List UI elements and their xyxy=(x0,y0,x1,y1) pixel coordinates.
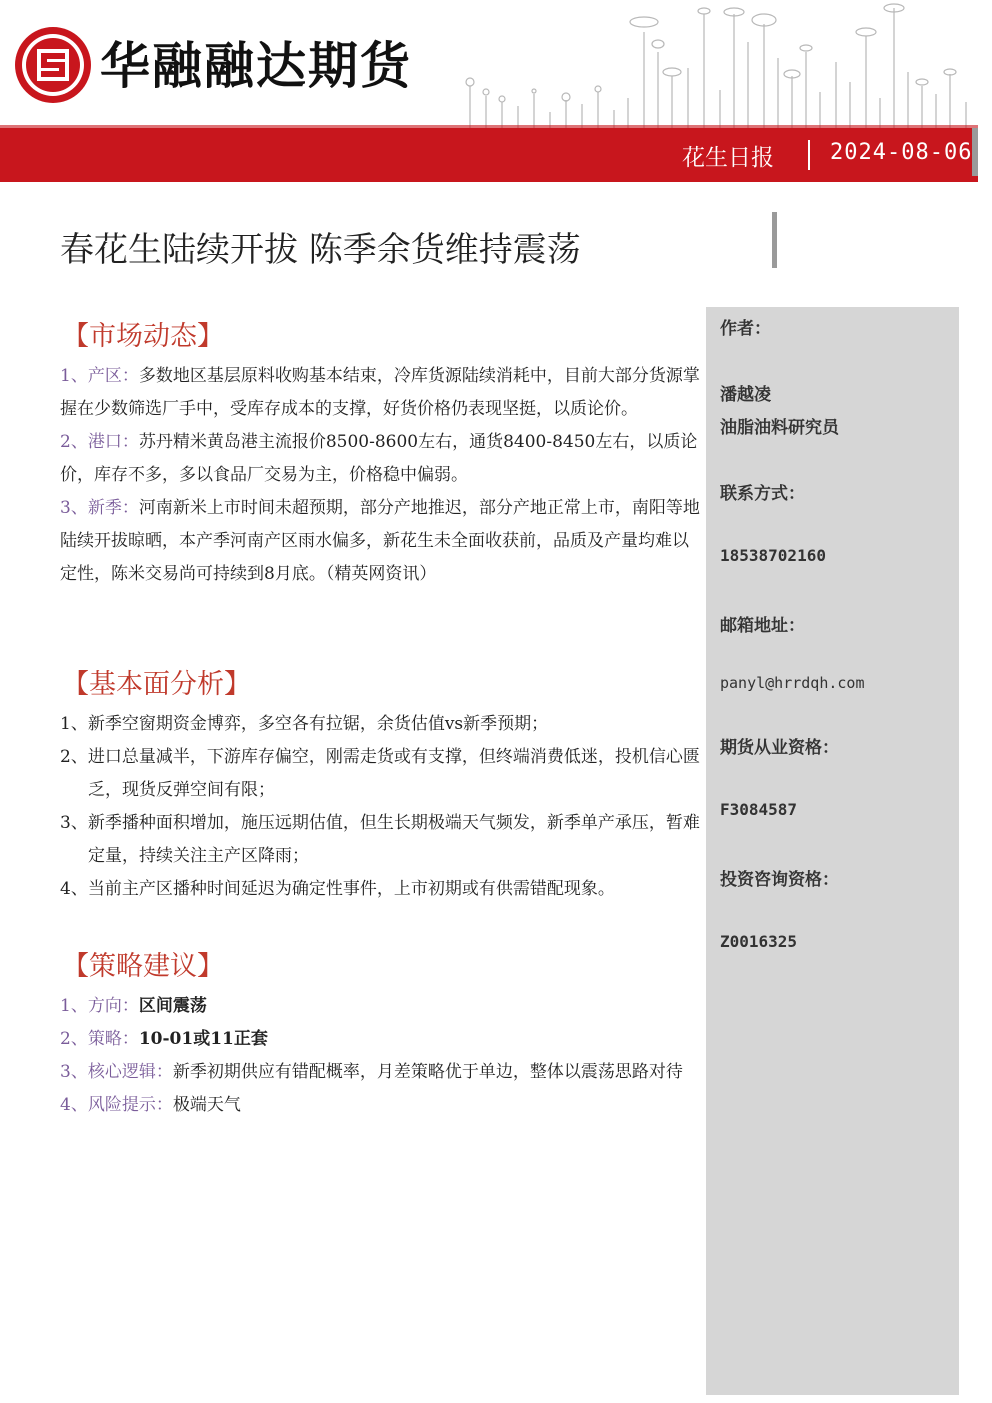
invest-cert-number: Z0016325 xyxy=(720,932,798,951)
report-date: 2024-08-06 xyxy=(830,140,973,165)
market-item xyxy=(60,426,700,492)
market-paragraphs xyxy=(60,360,700,591)
strategy-item xyxy=(60,990,700,1023)
author-title: 油脂油料研究员 xyxy=(720,418,839,438)
section-heading-strategy: 【策略建议】 xyxy=(62,951,224,982)
title-accent-bar xyxy=(772,212,777,268)
invest-cert-label: 投资咨询资格： xyxy=(720,870,839,890)
futures-cert-label: 期货从业资格： xyxy=(720,738,839,758)
email-label: 邮箱地址： xyxy=(720,616,805,636)
strategy-item-label: 3、核心逻辑： xyxy=(60,1062,173,1082)
report-type: 花生日报 xyxy=(682,145,774,171)
market-item-text: 苏丹精米黄岛港主流报价8500-8600左右，通货8400-8450左右，以质论价，库存不多，多以食品厂交易为主，价格稳中偏弱。 xyxy=(60,432,698,485)
futures-cert-number: F3084587 xyxy=(720,800,798,819)
company-logo-icon xyxy=(12,24,94,106)
strategy-item-label: 4、风险提示： xyxy=(60,1095,173,1115)
market-item-label: 3、新季： xyxy=(60,498,139,518)
section-heading-fundamental: 【基本面分析】 xyxy=(62,669,251,700)
author-sidebar xyxy=(706,307,959,1395)
strategy-item-label: 1、方向： xyxy=(60,996,139,1016)
author-label: 作者： xyxy=(720,319,771,339)
strategy-item-text: 新季初期供应有错配概率，月差策略优于单边，整体以震荡思路对待 xyxy=(172,1062,683,1082)
section-heading-market: 【市场动态】 xyxy=(62,321,224,352)
author-name: 潘越凌 xyxy=(720,385,771,405)
market-item-text: 河南新米上市时间未超预期，部分产地推迟，部分产地正常上市，南阳等地陆续开拔晾晒，本产季河南产区雨水偏多，新花生未全面收获前，品质及产量均难以定性，陈米交易尚可持续到8月底。（精英网资讯） xyxy=(60,498,700,584)
company-name: 华融融达期货 xyxy=(100,37,412,95)
strategy-item xyxy=(60,1089,700,1122)
fundamental-item: 1、新季空窗期资金博弈，多空各有拉锯，余货估值vs新季预期； xyxy=(60,714,549,734)
fundamental-item: 4、当前主产区播种时间延迟为确定性事件，上市初期或有供需错配现象。 xyxy=(60,879,615,899)
header-band-endbar xyxy=(972,128,978,176)
strategy-paragraphs xyxy=(60,990,700,1122)
strategy-item xyxy=(60,1023,700,1056)
email-address[interactable]: panyl@hrrdqh.com xyxy=(720,674,865,692)
market-item-text: 多数地区基层原料收购基本结束，冷库货源陆续消耗中，目前大部分货源掌握在少数筛选厂手中，受库存成本的支撑，好货价格仍表现坚挺，以质论价。 xyxy=(60,366,700,419)
market-item-label: 2、港口： xyxy=(60,432,139,452)
fundamental-paragraphs xyxy=(60,708,700,906)
strategy-item-text: 10-01或11正套 xyxy=(138,1029,268,1049)
market-item xyxy=(60,492,700,591)
header-decoration xyxy=(458,2,978,130)
strategy-item-label: 2、策略： xyxy=(60,1029,139,1049)
header-separator xyxy=(808,140,810,170)
strategy-item-text: 极端天气 xyxy=(172,1095,241,1115)
strategy-item xyxy=(60,1056,700,1089)
report-title: 春花生陆续开拔 陈季余货维持震荡 xyxy=(60,230,581,270)
strategy-item-text: 区间震荡 xyxy=(138,996,207,1016)
market-item xyxy=(60,360,700,426)
market-item-label: 1、产区： xyxy=(60,366,139,386)
fundamental-item: 3、新季播种面积增加，施压远期估值，但生长期极端天气频发，新季单产承压，暂难定量，持续关注主产区降雨； xyxy=(60,813,700,866)
contact-label: 联系方式： xyxy=(720,484,805,504)
phone-number: 18538702160 xyxy=(720,546,826,565)
fundamental-item: 2、进口总量减半，下游库存偏空，刚需走货或有支撑，但终端消费低迷，投机信心匮乏，现货反弹空间有限； xyxy=(60,747,700,800)
